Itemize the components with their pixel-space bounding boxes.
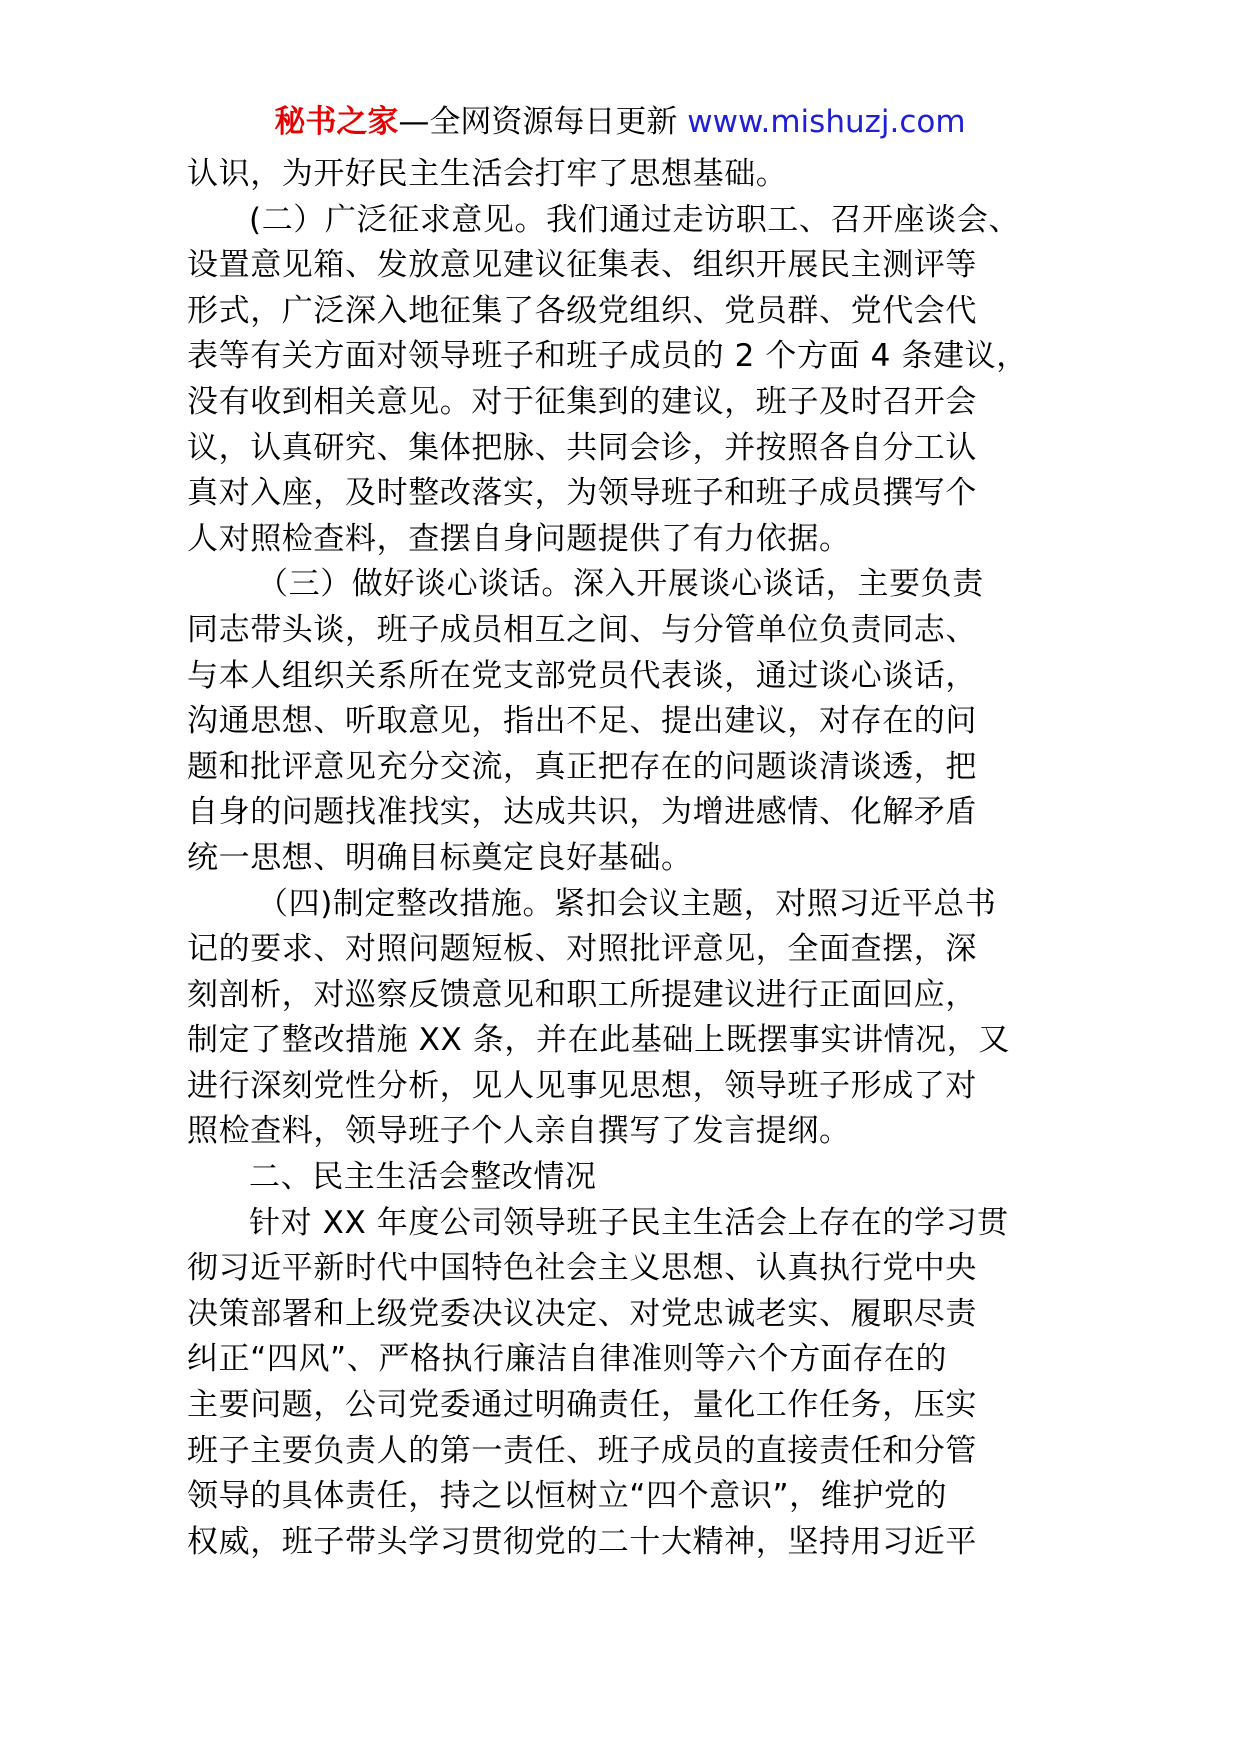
document-body [187,152,1057,1565]
text-line: 进行深刻党性分析，见人见事见思想，领导班子形成了对 [187,1067,977,1104]
text-line: 班子主要负责人的第一责任、班子成员的直接责任和分管 [187,1432,977,1469]
text-line: 设置意见箱、发放意见建议征集表、组织开展民主测评等 [187,247,977,284]
text-line: 题和批评意见充分交流，真正把存在的问题谈清谈透，把 [187,748,977,785]
section-heading: 二、民主生活会整改情况 [249,1159,597,1196]
site-header [0,100,1240,144]
text-line: 表等有关方面对领导班子和班子成员的 2 个方面 4 条建议， [187,338,1028,375]
text-line: 沟通思想、听取意见，指出不足、提出建议，对存在的问 [187,703,977,740]
text-line: 议，认真研究、集体把脉、共同会诊，并按照各自分工认 [187,429,977,466]
paragraph-3-start: （三）做好谈心谈话。深入开展谈心谈话，主要负责 [257,566,984,603]
text-line: 权威，班子带头学习贯彻党的二十大精神，坚持用习近平 [187,1523,977,1560]
text-line: 形式，广泛深入地征集了各级党组织、党员群、党代会代 [187,292,977,329]
text-line: 同志带头谈，班子成员相互之间、与分管单位负责同志、 [187,611,977,648]
text-line: 认识，为开好民主生活会打牢了思想基础。 [187,156,788,192]
site-tagline: —全网资源每日更新 [398,104,688,140]
text-line: 人对照检查料，查摆自身问题提供了有力依据。 [187,520,851,557]
text-line: 制定了整改措施 XX 条，并在此基础上既摆事实讲情况，又 [187,1022,1010,1059]
text-line: 决策部署和上级党委决议决定、对党忠诚老实、履职尽责 [187,1295,977,1332]
site-brand: 秘书之家 [274,104,399,140]
paragraph-2-start: (二）广泛征求意见。我们通过走访职工、召开座谈会、 [249,201,1021,238]
text-line: 没有收到相关意见。对于征集到的建议，班子及时召开会 [187,383,977,420]
text-line: 纠正“四风”、严格执行廉洁自律准则等六个方面存在的 [187,1341,948,1378]
text-line: 自身的问题找准找实，达成共识，为增进感情、化解矛盾 [187,794,977,831]
text-line: 照检查料，领导班子个人亲自撰写了发言提纲。 [187,1113,851,1150]
site-url-link[interactable]: www.mishuzj.com [687,104,966,140]
paragraph-5-start: 针对 XX 年度公司领导班子民主生活会上存在的学习贯 [249,1204,1009,1241]
text-line: 彻习近平新时代中国特色社会主义思想、认真执行党中央 [187,1250,977,1287]
text-line: 领导的具体责任，持之以恒树立“四个意识”，维护党的 [187,1478,948,1515]
text-line: 记的要求、对照问题短板、对照批评意见，全面查摆，深 [187,931,977,968]
text-line: 统一思想、明确目标奠定良好基础。 [187,839,693,876]
paragraph-4-start: （四)制定整改措施。紧扣会议主题，对照习近平总书 [257,885,997,922]
text-line: 主要问题，公司党委通过明确责任，量化工作任务，压实 [187,1387,977,1424]
text-line: 与本人组织关系所在党支部党员代表谈，通过谈心谈话， [187,657,977,694]
text-line: 真对入座，及时整改落实，为领导班子和班子成员撰写个 [187,475,977,512]
text-line: 刻剖析，对巡察反馈意见和职工所提建议进行正面回应， [187,976,977,1013]
